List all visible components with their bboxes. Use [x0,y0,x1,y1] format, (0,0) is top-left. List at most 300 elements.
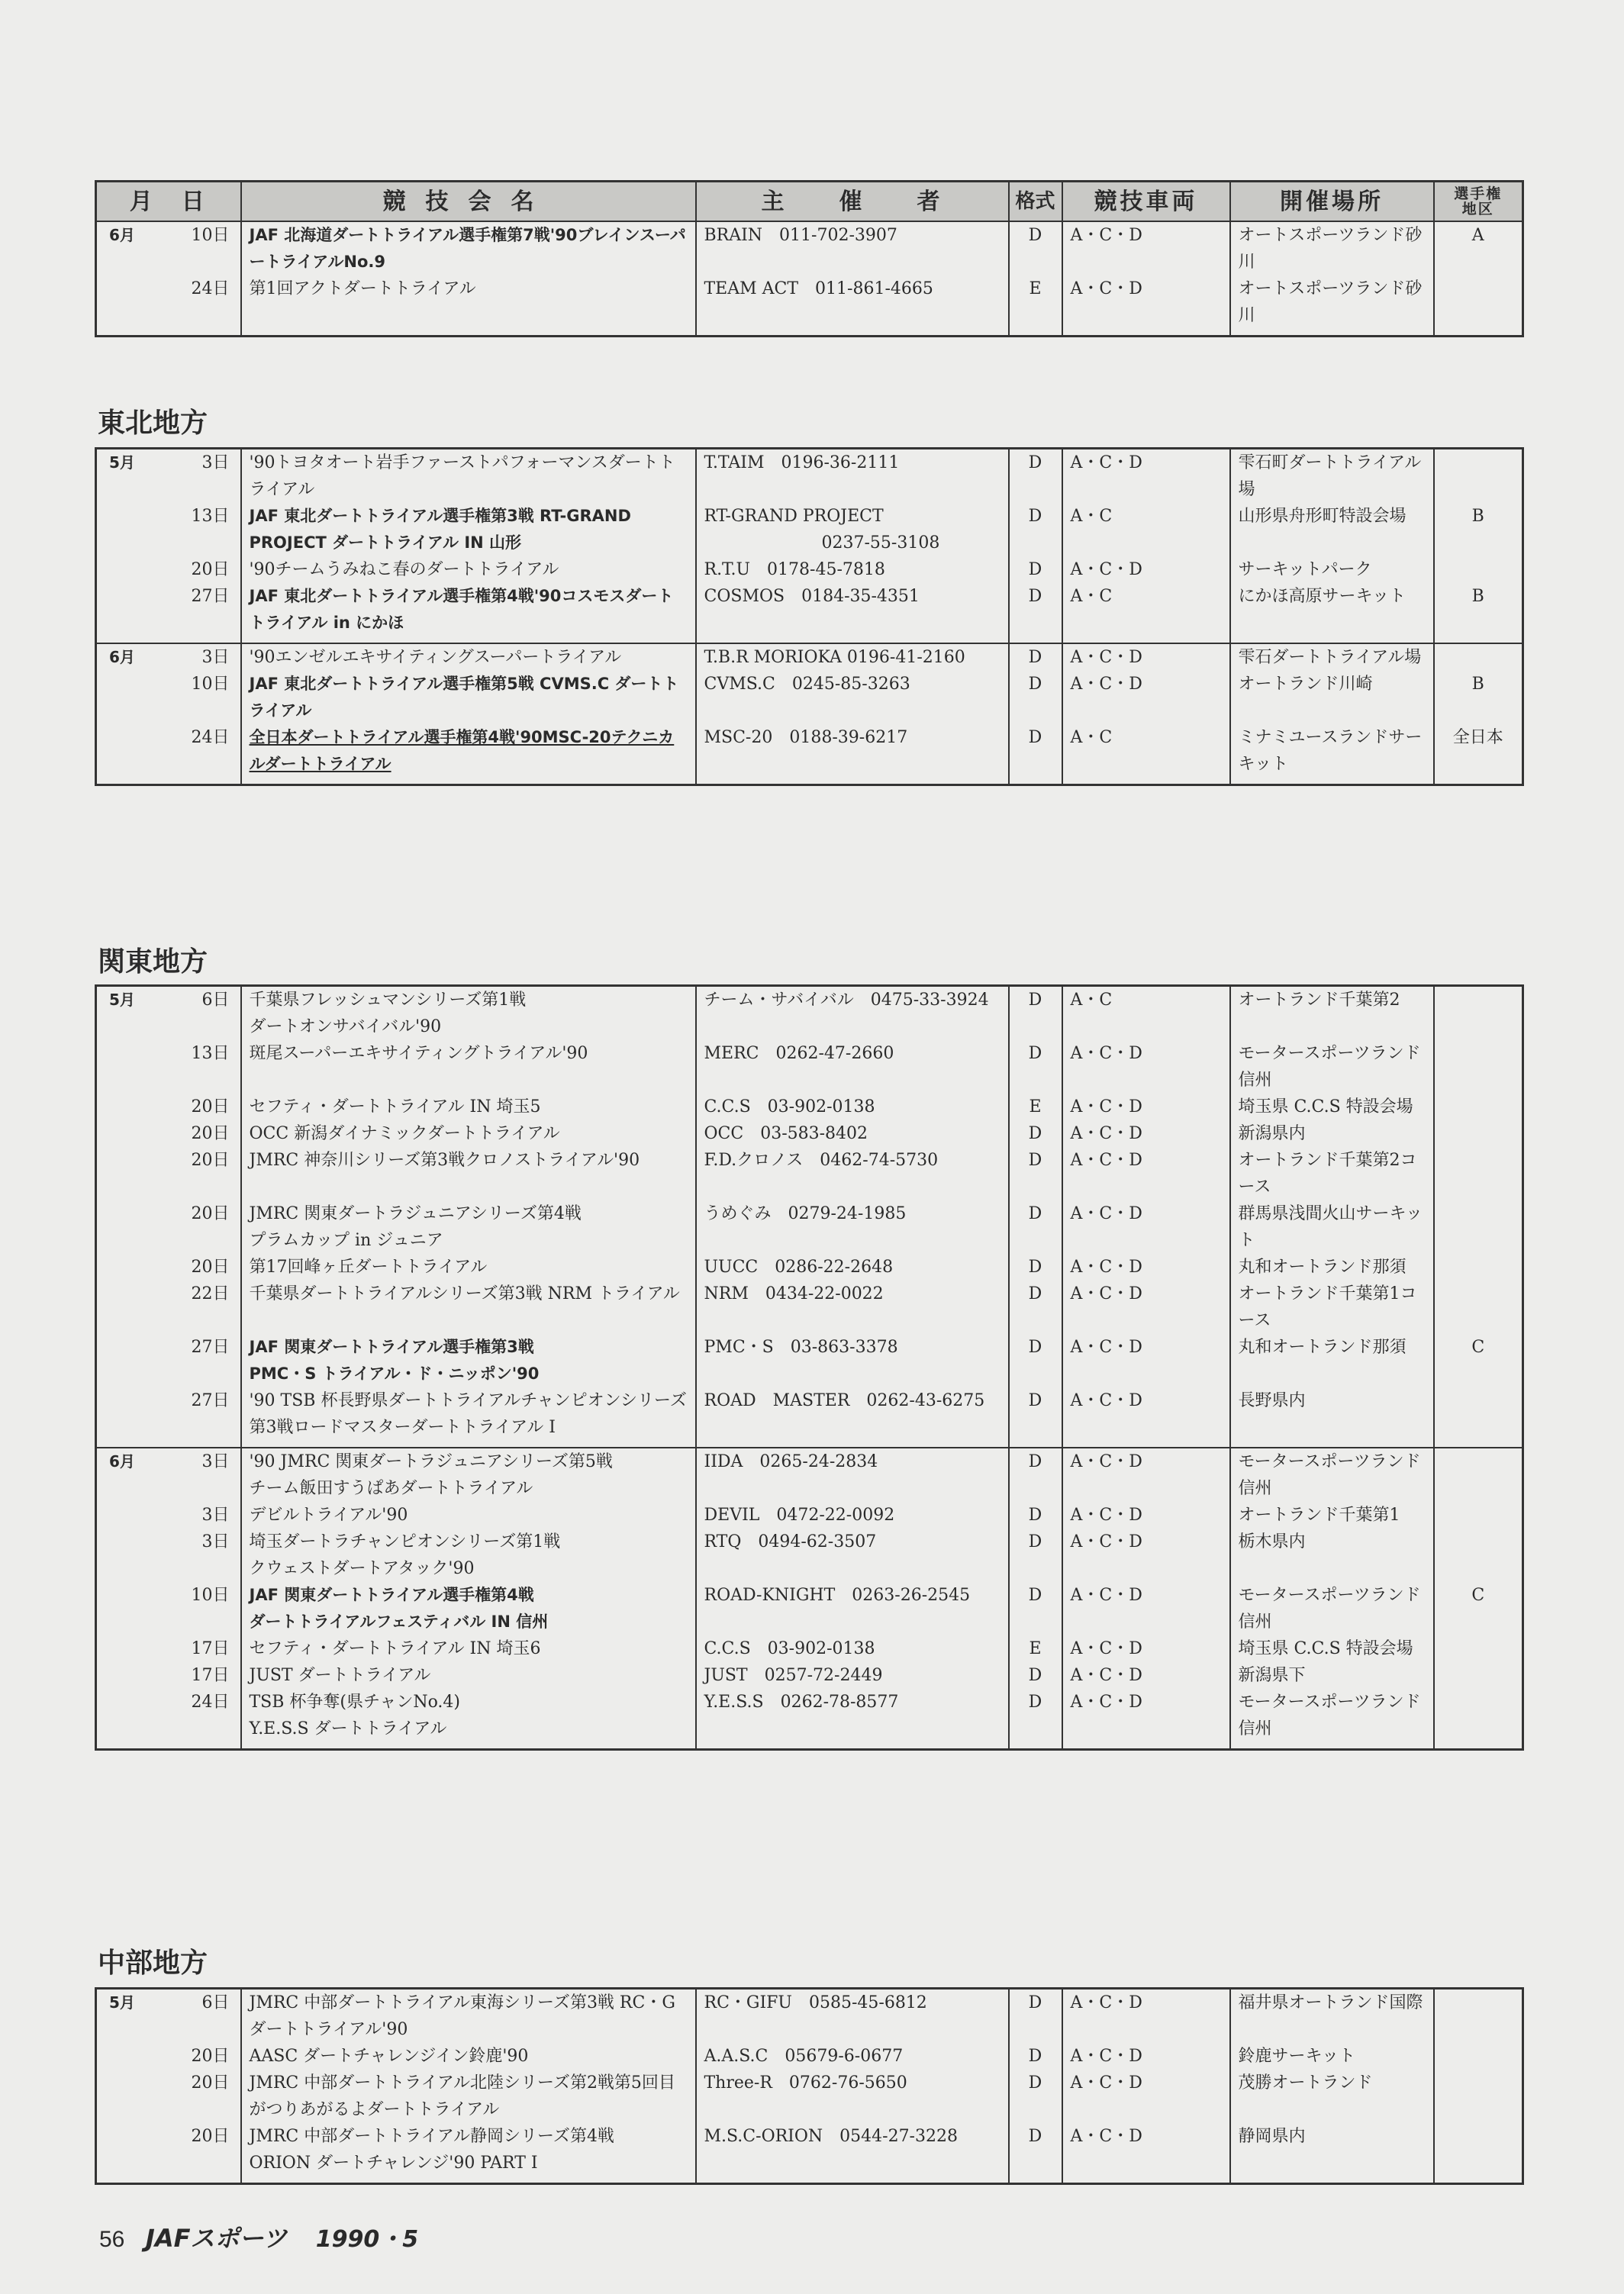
event-name: JAF 北海道ダートトライアル選手権第7戦'90ブレインスーパートライアルNo.9 [249,226,686,271]
championship-region: C [1471,1338,1485,1357]
venue-cell [1230,671,1434,724]
event-name: JMRC 関東ダートラジュニアシリーズ第4戦 プラムカップ in ジュニア [249,1204,582,1250]
spacer-cell [1230,778,1434,785]
championship-region-cell [1434,1502,1523,1529]
day-label: 13日 [191,507,230,526]
car-class: A・C・D [1070,1204,1142,1223]
championship-region-cell [1434,1254,1523,1281]
day-label: 17日 [191,1666,230,1685]
car-class-cell [1062,1147,1230,1200]
date-cell [96,1387,241,1441]
organizer-cell [696,1387,1009,1441]
event-name: 千葉県フレッシュマンシリーズ第1戦 ダートオンサバイバル'90 [249,991,527,1036]
date-cell [96,1502,241,1529]
date-cell [96,2123,241,2176]
event-name: 第1回アクトダートトライアル [249,279,476,298]
venue: 福井県オートランド国際 [1238,1993,1423,2012]
organizer-cell [696,449,1009,504]
event-name-cell [241,1989,696,2044]
format-cell [1009,556,1062,583]
championship-region-cell [1434,221,1523,275]
event-name: JAF 東北ダートトライアル選手権第4戦'90コスモスダートトライアル in にかほ [249,587,674,632]
table-row [96,1529,1523,1582]
organizer-cell [696,1448,1009,1502]
spacer-cell [1062,1441,1230,1448]
header-rank-text: 選手権地区 [1454,185,1503,217]
date-cell [96,986,241,1041]
date-cell [96,1448,241,1502]
event-name: AASC ダートチャレンジイン鈴鹿'90 [249,2047,529,2066]
venue-cell [1230,1281,1434,1334]
table-header-row [96,182,1523,222]
organizer: F.D.クロノス 0462-74-5730 [704,1151,939,1170]
format: D [1028,1391,1042,1410]
organizer-cell [696,1662,1009,1689]
event-name: '90 TSB 杯長野県ダートトライアルチャンピオンシリーズ第3戦ロードマスターダートトライアル I [249,1391,687,1437]
format: E [1029,279,1042,298]
month-group [96,449,1523,644]
venue-cell [1230,2123,1434,2176]
car-class: A・C・D [1070,560,1142,579]
format: D [1028,1204,1042,1223]
organizer: MERC 0262-47-2660 [704,1044,894,1063]
format: D [1028,1151,1042,1170]
spacer-cell [1434,636,1523,643]
venue: 新潟県内 [1238,1124,1306,1143]
championship-region-cell [1434,2043,1523,2070]
championship-region-cell [1434,1334,1523,1387]
car-class-cell [1062,1582,1230,1635]
date-cell [96,275,241,329]
venue: ミナミユースランドサーキット [1238,728,1423,774]
date-cell [96,556,241,583]
car-class-cell [1062,643,1230,671]
organizer: うめぐみ 0279-24-1985 [704,1204,907,1223]
event-name-cell [241,1582,696,1635]
venue: オートスポーツランド砂川 [1238,279,1423,325]
format-cell [1009,1281,1062,1334]
day-label: 20日 [191,1258,230,1277]
organizer: NRM 0434-22-0022 [704,1284,884,1303]
event-name-cell [241,1254,696,1281]
championship-region-cell [1434,986,1523,1041]
format-cell [1009,1334,1062,1387]
header-car: 競技車両 [1062,182,1230,222]
championship-region-cell [1434,1989,1523,2044]
event-name-cell [241,724,696,778]
event-name: JMRC 中部ダートトライアル東海シリーズ第3戦 RC・G ダートトライアル'90 [249,1993,681,2039]
championship-region-cell [1434,1387,1523,1441]
venue: 丸和オートランド那須 [1238,1258,1406,1277]
event-name: JAF 東北ダートトライアル選手権第3戦 RT-GRAND PROJECT ダートトライアル IN 山形 [249,507,637,552]
championship-region-cell [1434,724,1523,778]
car-class-cell [1062,1120,1230,1147]
venue-cell [1230,1334,1434,1387]
organizer: A.A.S.C 05679-6-0677 [704,2047,904,2066]
event-name-cell [241,2043,696,2070]
date-cell [96,2043,241,2070]
car-class: A・C・D [1070,279,1142,298]
event-name-cell [241,643,696,671]
event-name-cell [241,1120,696,1147]
spacer-cell [1009,2176,1062,2184]
magazine-logo: JAFスポーツ [145,2224,288,2253]
format-cell [1009,643,1062,671]
region-heading-tohoku: 東北地方 [98,408,208,439]
format: E [1029,1639,1042,1658]
championship-region: B [1471,675,1484,694]
event-name-cell [241,1387,696,1441]
spacer-cell [241,636,696,643]
format: D [1028,1452,1042,1471]
championship-region-cell [1434,1689,1523,1742]
car-class-cell [1062,1689,1230,1742]
spacer-cell [696,778,1009,785]
championship-region-cell [1434,1147,1523,1200]
event-name-cell [241,1094,696,1120]
spacer-cell [241,778,696,785]
day-label: 20日 [191,1204,230,1223]
format: D [1028,1258,1042,1277]
event-name: JAF 関東ダートトライアル選手権第4戦 ダートトライアルフェスティバル IN 信州 [249,1586,549,1631]
event-name-cell [241,449,696,504]
venue: オートランド千葉第1コース [1238,1284,1417,1330]
car-class: A・C [1070,991,1113,1010]
table-row [96,1502,1523,1529]
day-label: 20日 [191,1097,230,1116]
day-label: 27日 [191,587,230,606]
venue: モータースポーツランド信州 [1238,1693,1421,1738]
table-row [96,671,1523,724]
car-class: A・C [1070,728,1113,747]
venue-cell [1230,1582,1434,1635]
car-class: A・C・D [1070,1639,1142,1658]
day-label: 20日 [191,1151,230,1170]
date-cell [96,1281,241,1334]
venue: 丸和オートランド那須 [1238,1338,1406,1357]
organizer: T.B.R MORIOKA 0196-41-2160 [704,648,965,667]
organizer-cell [696,2123,1009,2176]
table-row [96,583,1523,636]
car-class: A・C・D [1070,1097,1142,1116]
spacer-cell [1230,1742,1434,1750]
car-class-cell [1062,724,1230,778]
date-cell [96,1040,241,1094]
car-class-cell [1062,1387,1230,1441]
organizer-cell [696,2043,1009,2070]
format: D [1028,1693,1042,1712]
car-class: A・C・D [1070,2073,1142,2093]
event-name: JAF 関東ダートトライアル選手権第3戦 PMC・S トライアル・ド・ニッポン'90 [249,1338,540,1383]
car-class: A・C・D [1070,2047,1142,2066]
table-row [96,449,1523,504]
car-class-cell [1062,1502,1230,1529]
day-label: 22日 [191,1284,230,1303]
car-class-cell [1062,1040,1230,1094]
format: D [1028,1506,1042,1525]
car-class: A・C・D [1070,675,1142,694]
venue-cell [1230,556,1434,583]
day-label: 20日 [191,2073,230,2093]
group-spacer [96,1441,1523,1448]
table-row [96,1989,1523,2044]
header-venue: 開催場所 [1230,182,1434,222]
event-name: セフティ・ダートトライアル IN 埼玉5 [249,1097,541,1116]
car-class: A・C・D [1070,1506,1142,1525]
day-label: 3日 [201,1532,230,1551]
event-name-cell [241,1281,696,1334]
spacer-cell [1230,2176,1434,2184]
spacer-cell [1062,1742,1230,1750]
championship-region-cell [1434,449,1523,504]
event-name-cell [241,2123,696,2176]
car-class: A・C・D [1070,1532,1142,1551]
table-row [96,1200,1523,1254]
organizer: Y.E.S.S 0262-78-8577 [704,1693,899,1712]
event-name-cell [241,583,696,636]
organizer-cell [696,1989,1009,2044]
date-cell [96,1989,241,2044]
format-cell [1009,724,1062,778]
organizer: UUCC 0286-22-2648 [704,1258,894,1277]
organizer-cell [696,503,1009,556]
format-cell [1009,1040,1062,1094]
day-label: 27日 [191,1391,230,1410]
spacer-cell [696,636,1009,643]
organizer: T.TAIM 0196-36-2111 [704,453,900,472]
format: D [1028,1993,1042,2012]
organizer: Three-R 0762-76-5650 [704,2073,907,2093]
championship-region-cell [1434,1281,1523,1334]
event-name: '90エンゼルエキサイティングスーパートライアル [249,648,622,667]
venue-cell [1230,724,1434,778]
car-class-cell [1062,986,1230,1041]
car-class-cell [1062,2123,1230,2176]
event-name-cell [241,671,696,724]
format: D [1028,991,1042,1010]
date-cell [96,449,241,504]
venue: 山形県舟形町特設会場 [1238,507,1406,526]
date-cell [96,1200,241,1254]
venue: モータースポーツランド信州 [1238,1586,1421,1632]
organizer-cell [696,583,1009,636]
championship-region-cell [1434,2070,1523,2123]
event-name: JMRC 中部ダートトライアル静岡シリーズ第4戦 ORION ダートチャレンジ'90 PART I [249,2127,614,2173]
date-cell [96,671,241,724]
venue: 雫石ダートトライアル場 [1238,648,1422,667]
date-cell [96,221,241,275]
event-name: 全日本ダートトライアル選手権第4戦'90MSC-20テクニカルダートトライアル [249,728,675,773]
table-row [96,1662,1523,1689]
event-name-cell [241,1147,696,1200]
day-label: 10日 [191,1586,230,1605]
car-class-cell [1062,1529,1230,1582]
spacer-cell [696,2176,1009,2184]
car-class: A・C・D [1070,1391,1142,1410]
spacer-cell [1062,778,1230,785]
spacer-cell [696,329,1009,337]
month-label: 6月 [109,648,135,666]
month-group [96,643,1523,785]
championship-region-cell [1434,1094,1523,1120]
organizer-cell [696,221,1009,275]
championship-region: A [1471,226,1484,245]
organizer: CVMS.C 0245-85-3263 [704,675,910,694]
organizer-cell [696,1040,1009,1094]
format-cell [1009,1502,1062,1529]
venue-cell [1230,1662,1434,1689]
car-class: A・C・D [1070,226,1142,245]
event-name: '90トヨタオート岩手ファーストパフォーマンスダートトライアル [249,453,675,499]
date-cell [96,1689,241,1742]
month-group [96,1448,1523,1750]
venue: 埼玉県 C.C.S 特設会場 [1238,1097,1413,1116]
organizer-cell [696,1582,1009,1635]
venue: にかほ高原サーキット [1238,587,1406,606]
format-cell [1009,1200,1062,1254]
organizer-cell [696,671,1009,724]
spacer-cell [96,329,241,337]
venue: 群馬県浅間火山サーキット [1238,1204,1423,1250]
format-cell [1009,1387,1062,1441]
spacer-cell [1230,329,1434,337]
organizer-cell [696,556,1009,583]
table-row [96,1582,1523,1635]
format: D [1028,1044,1042,1063]
spacer-cell [96,778,241,785]
car-class-cell [1062,1334,1230,1387]
car-class: A・C・D [1070,1044,1142,1063]
organizer: OCC 03-583-8402 [704,1124,868,1143]
organizer: DEVIL 0472-22-0092 [704,1506,895,1525]
spacer-cell [96,1742,241,1750]
event-name-cell [241,1635,696,1662]
venue-cell [1230,1254,1434,1281]
format-cell [1009,2043,1062,2070]
organizer: RTQ 0494-62-3507 [704,1532,877,1551]
format: D [1028,1284,1042,1303]
event-name-cell [241,1040,696,1094]
spacer-cell [1434,2176,1523,2184]
table-row [96,643,1523,671]
format-cell [1009,671,1062,724]
car-class: A・C [1070,507,1113,526]
spacer-cell [241,1441,696,1448]
spacer-cell [1062,329,1230,337]
organizer: RC・GIFU 0585-45-6812 [704,1993,927,2012]
spacer-cell [1230,636,1434,643]
venue-cell [1230,2043,1434,2070]
group-spacer [96,778,1523,785]
organizer-cell [696,1334,1009,1387]
format-cell [1009,449,1062,504]
table-row [96,1147,1523,1200]
car-class-cell [1062,1254,1230,1281]
month-group [96,1989,1523,2184]
table-row [96,1040,1523,1094]
month-group [96,986,1523,1448]
organizer-cell [696,275,1009,329]
table-row [96,724,1523,778]
venue-cell [1230,1094,1434,1120]
date-cell [96,1582,241,1635]
format: D [1028,2073,1042,2093]
championship-region-cell [1434,1662,1523,1689]
schedule-table-chubu [95,1987,1524,2185]
car-class: A・C [1070,587,1113,606]
car-class: A・C・D [1070,1338,1142,1357]
date-cell [96,1120,241,1147]
organizer-cell [696,724,1009,778]
format-cell [1009,2070,1062,2123]
spacer-cell [241,1742,696,1750]
day-label: 24日 [191,279,230,298]
table-row [96,221,1523,275]
format: D [1028,2127,1042,2146]
venue-cell [1230,503,1434,556]
format-cell [1009,1689,1062,1742]
spacer-cell [241,2176,696,2184]
region-heading-kanto: 関東地方 [98,946,208,978]
spacer-cell [96,2176,241,2184]
venue: オートスポーツランド砂川 [1238,226,1423,272]
organizer: ROAD MASTER 0262-43-6275 [704,1391,985,1410]
table-row [96,1120,1523,1147]
date-cell [96,1094,241,1120]
spacer-cell [1434,1441,1523,1448]
date-cell [96,724,241,778]
venue-cell [1230,1387,1434,1441]
venue-cell [1230,583,1434,636]
event-name-cell [241,986,696,1041]
format-cell [1009,1662,1062,1689]
date-cell [96,2070,241,2123]
car-class-cell [1062,449,1230,504]
format: D [1028,587,1042,606]
organizer-cell [696,1281,1009,1334]
car-class: A・C・D [1070,1586,1142,1605]
event-name: '90 JMRC 関東ダートラジュニアシリーズ第5戦 チーム飯田すうぱあダートトライアル [249,1452,613,1498]
car-class-cell [1062,1448,1230,1502]
date-cell [96,503,241,556]
championship-region-cell [1434,556,1523,583]
day-label: 10日 [191,226,230,245]
car-class: A・C・D [1070,1452,1142,1471]
venue-cell [1230,1120,1434,1147]
organizer-cell [696,1200,1009,1254]
venue: 雫石町ダートトライアル場 [1238,453,1422,499]
car-class-cell [1062,2043,1230,2070]
format-cell [1009,503,1062,556]
format-cell [1009,1448,1062,1502]
page-footer [99,2219,418,2254]
format: D [1028,1124,1042,1143]
spacer-cell [1434,778,1523,785]
event-name-cell [241,221,696,275]
car-class-cell [1062,1281,1230,1334]
format-cell [1009,1094,1062,1120]
organizer-cell [696,1502,1009,1529]
venue-cell [1230,1635,1434,1662]
date-cell [96,1529,241,1582]
day-label: 3日 [201,1506,230,1525]
event-name: 第17回峰ヶ丘ダートトライアル [249,1258,488,1277]
table-row [96,1254,1523,1281]
day-label: 27日 [191,1338,230,1357]
date-cell [96,583,241,636]
format: D [1028,675,1042,694]
header-organizer: 主 催 者 [696,182,1009,222]
